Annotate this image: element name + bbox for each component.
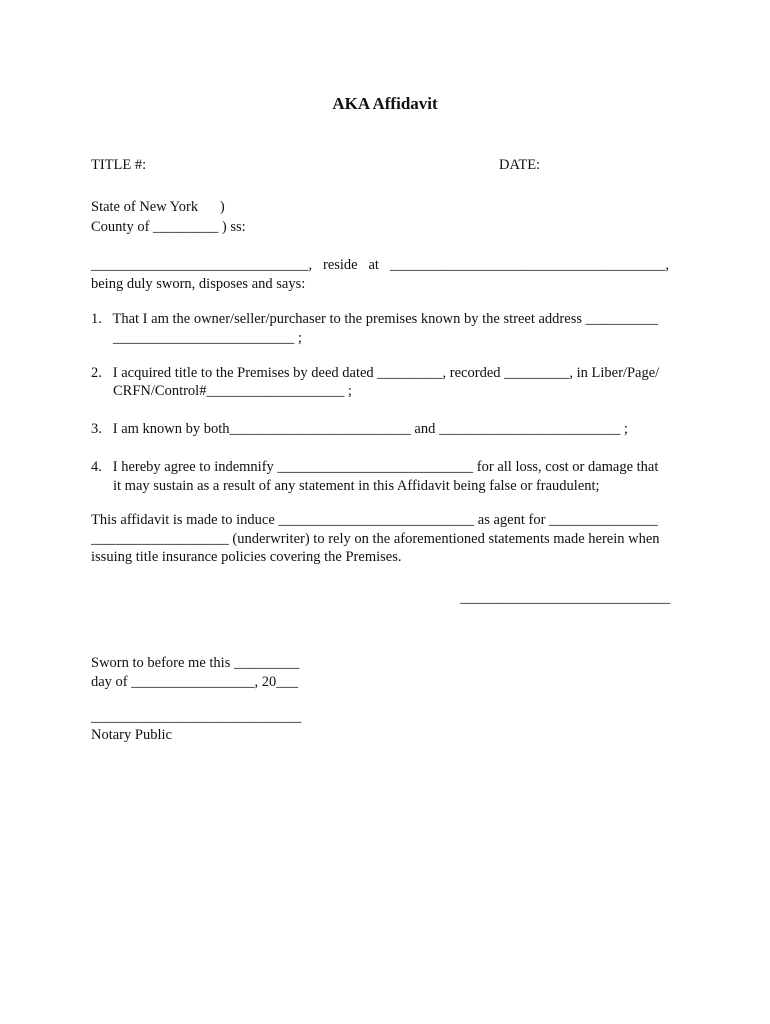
item-2-line-1: 2. I acquired title to the Premises by deed dated _________, recorded _________, in Liber/Page/	[91, 365, 660, 381]
item-4-line-1: 4. I hereby agree to indemnify ___________________________ for all loss, cost or damage that	[91, 459, 659, 475]
item-2-line-2: CRFN/Control#___________________ ;	[113, 383, 352, 399]
sworn-before-line-1: Sworn to before me this _________	[91, 655, 300, 671]
item-4-line-2: it may sustain as a result of any statement in this Affidavit being false or fraudulent;	[113, 478, 600, 494]
signature-line: _____________________________	[460, 590, 671, 606]
induce-line-1: This affidavit is made to induce ___________________________ as agent for _______________	[91, 512, 658, 528]
item-1-line-1: 1. That I am the owner/seller/purchaser to the premises known by the street address __________	[91, 311, 659, 327]
date-label: DATE:	[499, 157, 541, 173]
sworn-before-line-2: day of _________________, 20___	[91, 674, 299, 690]
deponent-line: ______________________________, reside at ______________________________________,	[91, 257, 669, 273]
notary-public-label: Notary Public	[91, 727, 172, 743]
item-3: 3. I am known by both_________________________ and _________________________ ;	[91, 421, 628, 437]
sworn-line: being duly sworn, disposes and says:	[91, 276, 306, 292]
induce-line-3: issuing title insurance policies covering the Premises.	[91, 549, 402, 565]
document-title: AKA Affidavit	[332, 94, 438, 113]
notary-signature-line: _____________________________	[91, 709, 302, 725]
title-number-label: TITLE #:	[91, 157, 147, 173]
county-line: County of _________ ) ss:	[91, 219, 246, 235]
induce-line-2: ___________________ (underwriter) to rely on the aforementioned statements made herein when	[91, 531, 660, 547]
state-line: State of New York )	[91, 199, 225, 215]
item-1-line-2: _________________________ ;	[113, 330, 302, 346]
